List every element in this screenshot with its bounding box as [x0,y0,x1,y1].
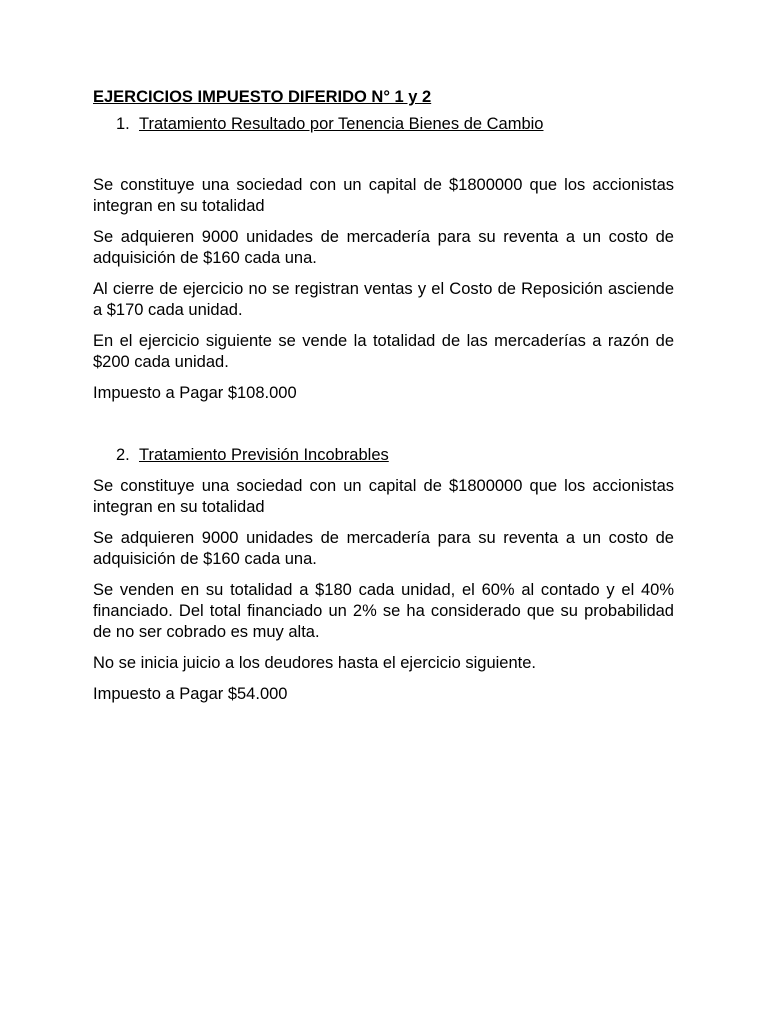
section-1-number: 1. [116,115,130,133]
section-1-paragraph: Se constituye una sociedad con un capital de $1800000 que los accionistas integran en su totalidad [93,176,674,215]
section-2-paragraph: No se inicia juicio a los deudores hasta el ejercicio siguiente. [93,654,536,672]
section-2-number: 2. [116,446,130,464]
spacer [93,135,674,175]
section-1-tax-line: Impuesto a Pagar $108.000 [93,384,297,402]
section-2-tax-line: Impuesto a Pagar $54.000 [93,685,288,703]
section-2-heading [93,445,674,466]
section-1-paragraph: Se adquieren 9000 unidades de mercadería para su reventa a un costo de adquisición de $160 cada una. [93,228,674,267]
section-1-paragraph: En el ejercicio siguiente se vende la totalidad de las mercaderías a razón de $200 cada unidad. [93,332,674,371]
section-2-title: Tratamiento Previsión Incobrables [139,446,389,464]
document-page [93,87,674,715]
section-2-paragraph: Se venden en su totalidad a $180 cada unidad, el 60% al contado y el 40% financiado. Del total financiado un 2% se ha considerado que su probabilidad de no ser cobrado es muy alta. [93,581,674,641]
section-1-paragraph: Al cierre de ejercicio no se registran ventas y el Costo de Reposición asciende a $170 cada unidad. [93,280,674,319]
section-1-heading [93,114,674,135]
section-2-paragraph: Se adquieren 9000 unidades de mercadería para su reventa a un costo de adquisición de $160 cada una. [93,529,674,568]
spacer [93,414,674,445]
section-1-title: Tratamiento Resultado por Tenencia Bienes de Cambio [139,115,544,133]
document-title: EJERCICIOS IMPUESTO DIFERIDO N° 1 y 2 [93,88,432,106]
section-2-paragraph: Se constituye una sociedad con un capital de $1800000 que los accionistas integran en su totalidad [93,477,674,516]
